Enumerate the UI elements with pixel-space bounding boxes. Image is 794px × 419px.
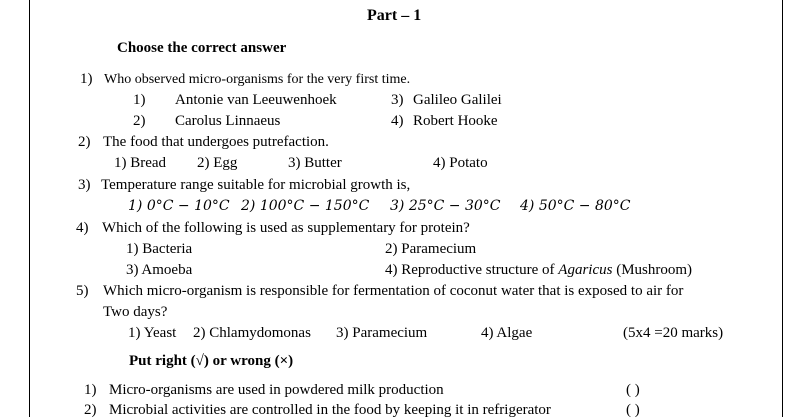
s2-item1-number: 1) [84, 382, 97, 398]
q5-number: 5) [76, 283, 89, 299]
q2-number: 2) [78, 134, 91, 150]
q1-option2-text: Carolus Linnaeus [175, 113, 281, 129]
s2-item2-text: Microbial activities are controlled in the food by keeping it in refrigerator [109, 402, 551, 418]
s2-item1-answer-box[interactable]: ( ) [626, 382, 640, 398]
q2-option3: 3) Butter [288, 155, 342, 171]
q3-text: Temperature range suitable for microbial growth is, [101, 177, 411, 193]
section2-heading: Put right (√) or wrong (×) [129, 353, 294, 369]
section1-heading: Choose the correct answer [117, 40, 287, 56]
q4-option4-text: 4) Reproductive structure of [385, 262, 555, 278]
s2-item2-answer-box[interactable]: ( ) [626, 402, 640, 418]
q5-option1: 1) Yeast [128, 325, 177, 341]
q2-text: The food that undergoes putrefaction. [103, 134, 329, 150]
s2-item1-text: Micro-organisms are used in powdered milk production [109, 382, 444, 398]
q1-option3-text: Galileo Galilei [413, 92, 502, 108]
q1-option2-number: 2) [133, 113, 146, 129]
q2-option2: 2) Egg [197, 155, 238, 171]
q5-text-continued: Two days? [103, 304, 168, 320]
q1-text: Who observed micro-organisms for the very first time. [104, 72, 411, 87]
q4-option1: 1) Bacteria [126, 241, 193, 257]
q4-option4-note: (Mushroom) [616, 262, 693, 278]
q1-option4-number: 4) [391, 113, 404, 129]
q5-option3: 3) Paramecium [336, 325, 428, 341]
q2-option4: 4) Potato [433, 155, 488, 171]
q3-option4: 4) 50°C − 80°C [520, 198, 631, 214]
q5-option4: 4) Algae [481, 325, 533, 341]
q1-number: 1) [80, 71, 93, 87]
q4-text: Which of the following is used as supplementary for protein? [102, 220, 470, 236]
q5-text: Which micro-organism is responsible for fermentation of coconut water that is exposed to air for [103, 283, 684, 299]
q4-option4 [385, 262, 692, 279]
marks-allocation: (5x4 =20 marks) [623, 325, 724, 341]
q1-option4-text: Robert Hooke [413, 113, 498, 129]
q4-option3: 3) Amoeba [126, 262, 193, 278]
s2-item2-number: 2) [84, 402, 97, 418]
q4-number: 4) [76, 220, 89, 236]
part-title: Part – 1 [367, 7, 422, 24]
q2-option1: 1) Bread [114, 155, 167, 171]
q3-option2: 2) 100°C − 150°C [241, 198, 370, 214]
question-paper-page [29, 0, 783, 417]
q1-option3-number: 3) [391, 92, 404, 108]
q5-option2: 2) Chlamydomonas [193, 325, 311, 341]
q3-option1: 1) 0°C − 10°C [128, 198, 230, 214]
q4-option2: 2) Paramecium [385, 241, 477, 257]
q4-option4-species: Agaricus [558, 262, 613, 278]
q3-option3: 3) 25°C − 30°C [390, 198, 501, 214]
q1-option1-number: 1) [133, 92, 146, 108]
q3-number: 3) [78, 177, 91, 193]
q1-option1-text: Antonie van Leeuwenhoek [175, 92, 337, 108]
